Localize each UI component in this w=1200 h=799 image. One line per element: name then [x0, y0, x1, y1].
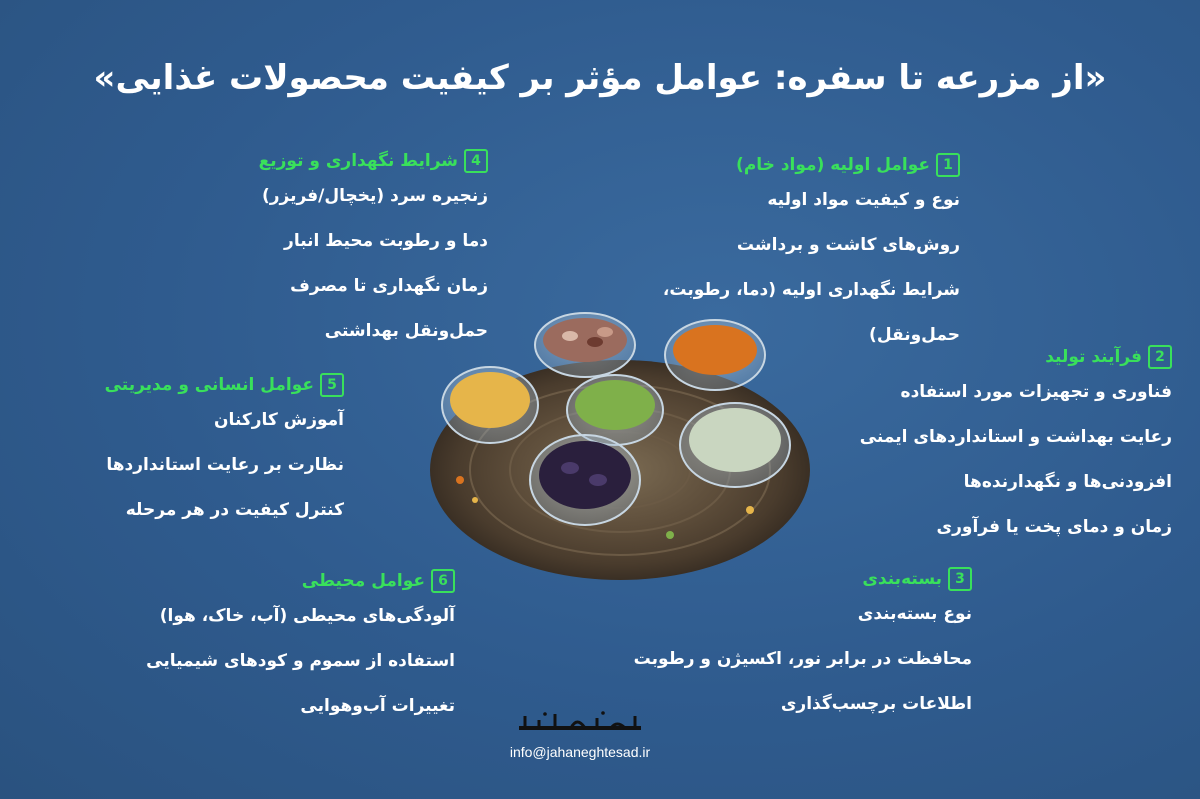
- section-storage-distribution: [259, 149, 488, 365]
- list-item: نوع بسته‌بندی: [857, 604, 972, 624]
- list-item: رعایت بهداشت و استانداردهای ایمنی: [859, 427, 1172, 447]
- section-number: 6: [431, 569, 455, 593]
- list-item: آموزش کارکنان: [214, 410, 344, 430]
- list-item: نوع و کیفیت مواد اولیه: [767, 190, 960, 210]
- list-item: شرایط نگهداری اولیه (دما، رطوبت،: [662, 280, 960, 300]
- section-heading: [634, 567, 972, 591]
- section-packaging: [634, 567, 972, 738]
- list-item: حمل‌ونقل): [869, 325, 960, 345]
- list-item: زمان نگهداری تا مصرف: [290, 276, 488, 296]
- section-title: عوامل انسانی و مدیریتی: [104, 375, 314, 395]
- list-item: فناوری و تجهیزات مورد استفاده: [900, 382, 1172, 402]
- section-number: 3: [948, 567, 972, 591]
- section-heading: [259, 149, 488, 173]
- list-item: زمان و دمای پخت یا فرآوری: [936, 517, 1172, 537]
- section-title: فرآیند تولید: [1045, 347, 1142, 367]
- bowl-corn: [442, 367, 538, 443]
- section-title: عوامل اولیه (مواد خام): [736, 155, 930, 175]
- section-heading: [146, 569, 455, 593]
- section-number: 5: [320, 373, 344, 397]
- list-item: افزودنی‌ها و نگهدارنده‌ها: [963, 472, 1172, 492]
- list-item: تغییرات آب‌وهوایی: [300, 696, 455, 716]
- section-human-management: [105, 373, 344, 544]
- list-item: زنجیره سرد (یخچال/فریزر): [261, 186, 488, 206]
- brand-logo: [515, 710, 645, 734]
- bowl-kidney-beans: [535, 313, 635, 377]
- section-production: [860, 345, 1172, 561]
- section-number: 4: [464, 149, 488, 173]
- list-item: استفاده از سموم و کودهای شیمیایی: [146, 651, 455, 671]
- footer: [480, 710, 680, 760]
- list-item: اطلاعات برچسب‌گذاری: [780, 694, 972, 714]
- bowl-black-beans: [530, 435, 640, 525]
- section-heading: [105, 373, 344, 397]
- contact-email: info@jahaneghtesad.ir: [509, 744, 651, 760]
- page-title: «از مزرعه تا سفره: عوامل مؤثر بر کیفیت محصولات غذایی»: [93, 58, 1107, 98]
- section-heading: [860, 345, 1172, 369]
- list-item: دما و رطوبت محیط انبار: [284, 231, 488, 251]
- bowl-white-beans: [680, 403, 790, 487]
- section-number: 2: [1148, 345, 1172, 369]
- section-title: بسته‌بندی: [862, 569, 942, 589]
- section-raw-materials: [663, 153, 960, 369]
- section-title: عوامل محیطی: [301, 571, 425, 591]
- section-heading: [663, 153, 960, 177]
- list-item: روش‌های کاشت و برداشت: [736, 235, 960, 255]
- list-item: حمل‌ونقل بهداشتی: [324, 321, 488, 341]
- section-number: 1: [936, 153, 960, 177]
- list-item: آلودگی‌های محیطی (آب، خاک، هوا): [159, 606, 455, 626]
- list-item: کنترل کیفیت در هر مرحله: [125, 500, 344, 520]
- list-item: محافظت در برابر نور، اکسیژن و رطوبت: [633, 649, 972, 669]
- list-item: نظارت بر رعایت استانداردها: [106, 455, 344, 475]
- section-environmental: [146, 569, 455, 740]
- section-title: شرایط نگهداری و توزیع: [258, 151, 458, 171]
